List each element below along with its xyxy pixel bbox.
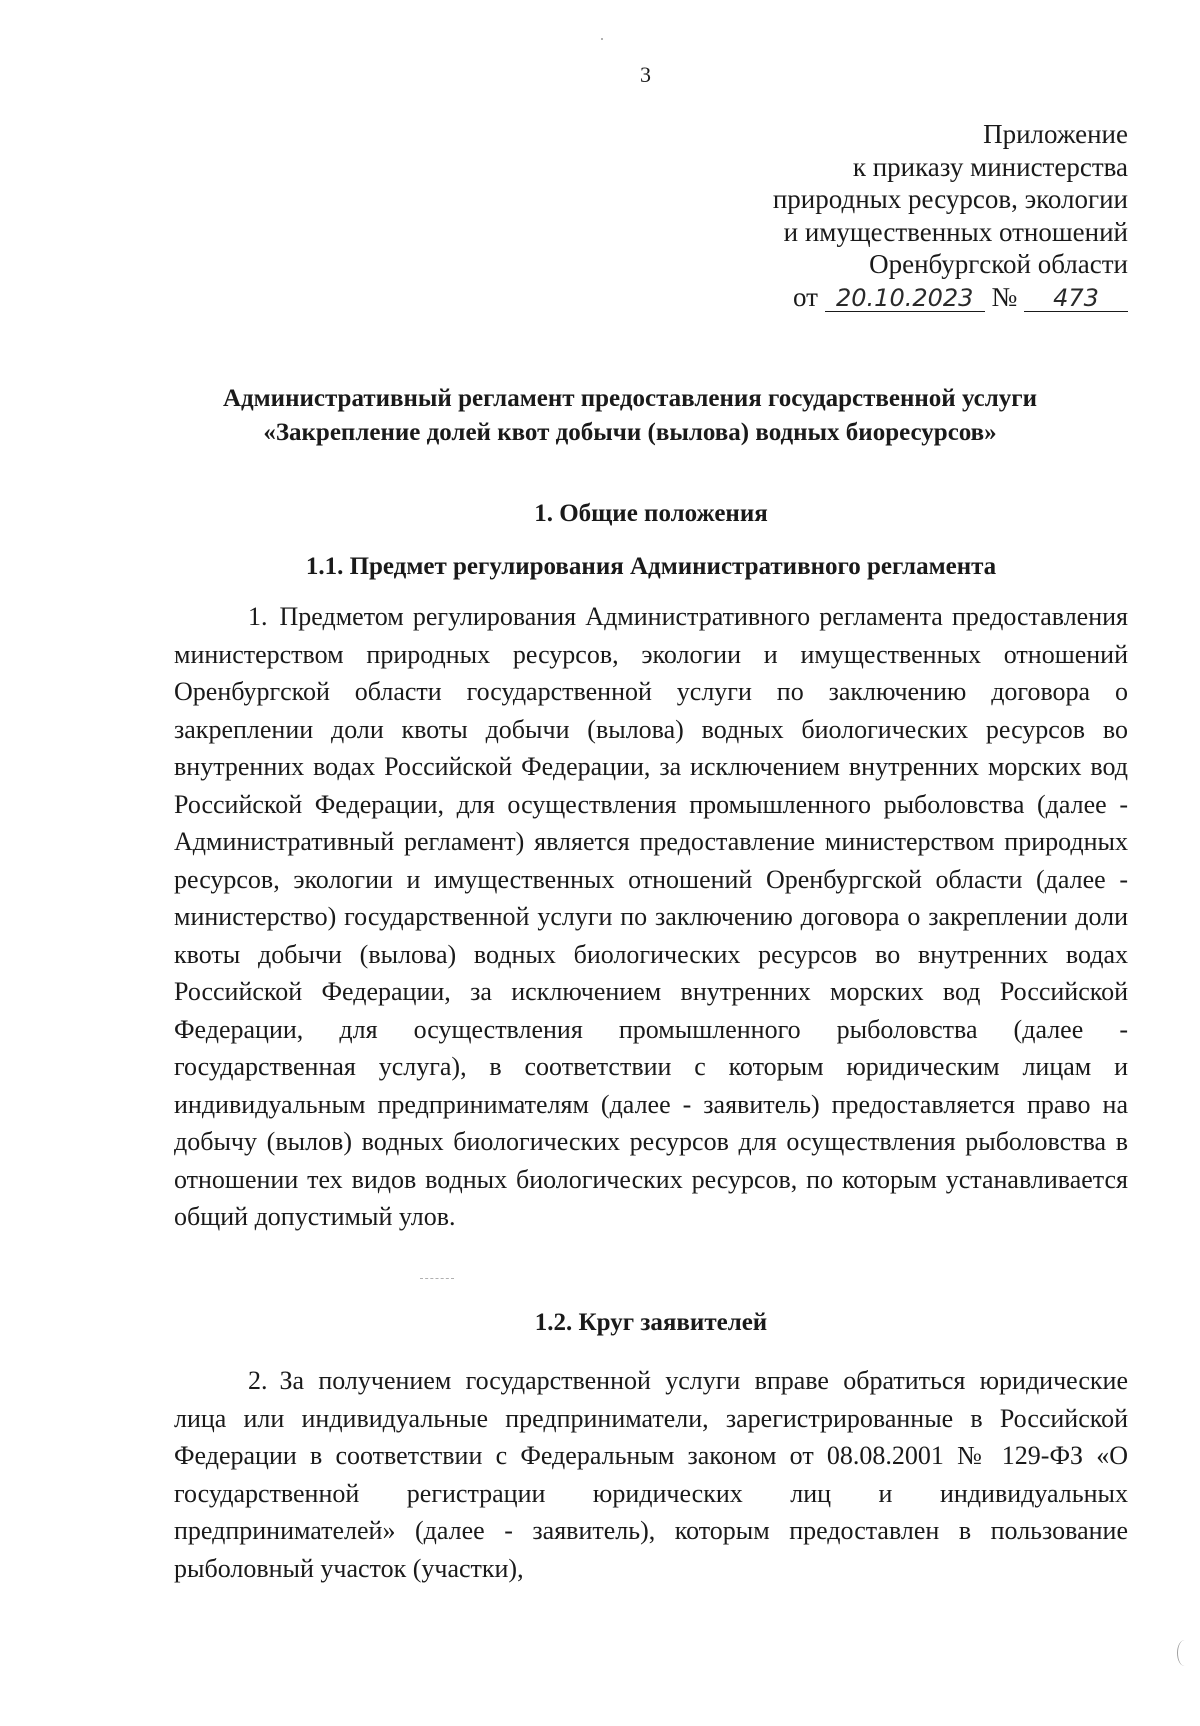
scan-artifact: [420, 1278, 454, 1280]
page-number: 3: [640, 62, 651, 87]
appendix-block: [568, 118, 1128, 313]
section-heading-applicants: 1.2. Круг заявителей: [534, 1309, 768, 1336]
section-heading-subject: 1.1. Предмет регулирования Административного регламента: [305, 553, 997, 580]
appendix-line: природных ресурсов, экологии: [772, 184, 1128, 214]
appendix-line: Приложение: [983, 119, 1128, 149]
scan-artifact: [1177, 1640, 1192, 1666]
appendix-line: и имущественных отношений: [783, 216, 1128, 247]
number-label: №: [991, 281, 1018, 312]
scan-artifact: [601, 38, 603, 40]
order-date-number-line: [568, 281, 1128, 314]
title-line-2: «Закрепление долей квот добычи (вылова) водных биоресурсов»: [263, 419, 997, 446]
paragraph-number: 2.: [248, 1366, 268, 1395]
handwritten-date: 20.10.2023: [825, 285, 985, 312]
document-title: [150, 382, 1110, 450]
paragraph-text: Предметом регулирования Административного регламента предоставления министерством природных ресурсов, экологии и имущественных отношений Оренбургской области государственной услуги по заключению договора о закреплении доли квоты добычи (вылова) водных биологических ресурсов во внутренних водах Российской Федерации, за исключением внутренних морских вод Российской Федерации, для осуществления промышленного рыболовства (далее - Административный регламент) является предоставление министерством природных ресурсов, экологии и имущественных отношений Оренбургской области (далее - министерство) государственной услуги по заключению договора о закреплении доли квоты добычи (вылова) водных биологических ресурсов во внутренних водах Российской Федерации, за исключением внутренних морских вод Российской Федерации, для осуществления промышленного рыболовства (далее - государственная услуга), в соответствии с которым юридическим лицам и индивидуальным предпринимателям (далее - заявитель) предоставляется право на добычу (вылов) водных биологических ресурсов для осуществления рыболовства в отношении тех видов водных биологических ресурсов, по которым устанавливается общий допустимый улов.: [174, 602, 1128, 1231]
paragraph-1: [174, 598, 1128, 1236]
from-label: от: [793, 281, 818, 312]
appendix-line: Оренбургской области: [869, 249, 1128, 279]
paragraph-number: 1.: [248, 602, 268, 631]
handwritten-number: 473: [1024, 285, 1128, 312]
paragraph-2: [174, 1362, 1128, 1587]
paragraph-text: За получением государственной услуги вправе обратиться юридические лица или индивидуальные предприниматели, зарегистрированные в Российской Федерации в соответствии с Федеральным законом от 08.08.2001 № 129-ФЗ «О государственной регистрации юридических лиц и индивидуальных предпринимателей» (далее - заявитель), которым предоставлен в пользование рыболовный участок (участки),: [174, 1366, 1128, 1583]
section-heading-general: 1. Общие положения: [534, 500, 768, 527]
appendix-line: к приказу министерства: [852, 151, 1128, 182]
title-line-1: Административный регламент предоставления государственной услуги: [222, 385, 1038, 412]
